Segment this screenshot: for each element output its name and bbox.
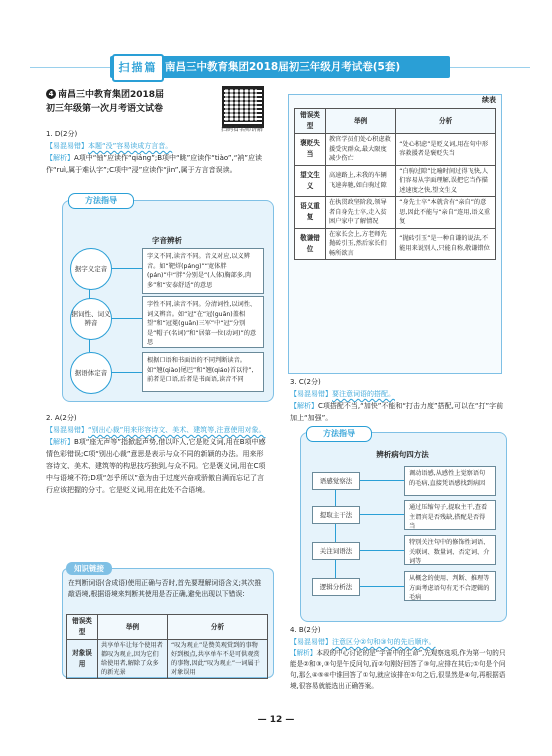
table-row (295, 134, 496, 166)
method1-circle-3: 据语体定音 (70, 352, 112, 394)
exam-title-line1: 南昌三中教育集团2018届 (58, 90, 165, 100)
q2-trap-label: 【易混易错】 (46, 426, 88, 434)
header-rule-right (450, 67, 530, 68)
rtab-header-analysis: 分析 (396, 109, 496, 134)
table-row (295, 228, 496, 260)
method1-heading: 字音辨析 (152, 236, 182, 245)
q2-answer: 2. A(2分) (46, 414, 77, 422)
rtab-example: 在家长会上,方老师先抛砖引玉,然后家长们畅所欲言 (326, 228, 396, 260)
q3-trap-label: 【易混易错】 (290, 390, 332, 398)
rtab-type: 敬谦错位 (295, 228, 326, 260)
q3-analysis-text: C项搭配不当,“加快”不能和“打击力度”搭配,可以在“打”字前加上“加强”。 (290, 402, 504, 422)
ktab-analysis: “叹为观止”是赞美观赏到的事物好到极点,共享单车不是可供观赏的事物,因此“叹为观止”一词属于对象误用 (168, 640, 268, 679)
q2-analysis-label: 【解析】 (46, 438, 74, 446)
ktab-header-type: 错误类型 (67, 615, 98, 640)
method2-desc-3: 特别关注句中的修饰性词语、关联词、数量词、否定词、介词等 (404, 535, 496, 565)
q3-trap-text: 要注意词语的搭配。 (332, 390, 395, 398)
table-row (295, 165, 496, 197)
method2-desc-2: 通过压缩句子,提取主干,查看主谓宾是否残缺,搭配是否得当 (404, 500, 496, 530)
q3-analysis-label: 【解析】 (290, 402, 318, 410)
method2-heading: 辨析病句四方法 (376, 450, 429, 459)
method2-desc-1: 调动语感,从感性上觉察语句的毛病,直接凭语感找到病因 (404, 466, 496, 496)
method2-link-2 (358, 514, 404, 515)
q3-answer: 3. C(2分) (290, 378, 321, 386)
q4-trap-label: 【易混易错】 (290, 638, 332, 646)
exam-number-badge: 4 (46, 89, 56, 99)
header-rule-left (30, 67, 110, 68)
method-tag-1: 方法指导 (68, 193, 134, 209)
rtab-header-example: 举例 (326, 109, 396, 134)
continued-label: 续表 (482, 96, 496, 104)
q1-trap-label: 【易混易错】 (46, 142, 88, 150)
qr-caption: 扫码看名师讲解 (220, 126, 263, 133)
rtab-type: 语义重复 (295, 197, 326, 229)
q1-answer: 1. D(2分) (46, 130, 78, 138)
q4-answer: 4. B(2分) (290, 626, 321, 634)
table-row (67, 640, 268, 679)
ktab-header-example: 举例 (98, 615, 168, 640)
method2-step-4: 逻辑分析法 (312, 578, 360, 596)
ktab-header-analysis: 分析 (168, 615, 268, 640)
rtab-type: 褒贬失当 (295, 134, 326, 166)
exam-title-line2: 初三年级第一次月考语文试卷 (46, 104, 164, 114)
q2-analysis-text: B项“座无声等”指掀起声势,借以吓人,它是贬义词,用在B项中感情色彩错误;C项“别出心裁”意思是表示与众不同的新颖的办法。用来形容诗文、美术、建筑等的构思技巧独到,与众不同。它是褒义词,用在C项中与语境不符;D项“怎乎所以”意为由于过度兴奋或骄傲自满而忘记了言行应该把握的分寸。它是贬义词,用在此处不合语境。 (46, 438, 266, 494)
method2-link-4 (358, 586, 404, 587)
method1-box-1: 字义不同,读音不同。音义对应,以义辨音。如“靶烊(páng)”“宽体胖(pán)”中“胖”分别是“(人体)胸部多,肉多”和“安泰舒适”的意思 (142, 248, 264, 294)
method2-link-1 (358, 480, 404, 481)
method2-link-3 (358, 550, 404, 551)
q1-analysis-text: A项中“铀”应读作“qiáng”;B项中“眺”应读作“tiào”,“衲”应读作“ruì,属于难认字”;C项中“浸”应读作“jìn”,属于方言音误读。 (46, 154, 263, 174)
method1-link-1 (110, 268, 142, 269)
knowledge-table (66, 614, 268, 679)
rtab-analysis: “处心积虑”是贬义词,用在句中形容救援者是褒贬失当 (396, 134, 496, 166)
rtab-example: 高速路上,未我的车辆飞速奔驰,如白驹过隙 (326, 165, 396, 197)
rtab-example: 在执贯政坚阶段,领导者自身先士卒,走入贫困户家中了解情况 (326, 197, 396, 229)
method1-circle-2: 据词性、词义辨音 (70, 298, 112, 340)
q4-analysis-label: 【解析】 (290, 649, 317, 657)
method1-box-2: 字性不同,读音不同。分清词性,以词性、词义辨音。如“冠”在“冠(guān)盖相望”和“冠冕(guān)三军”中“冠”分别是“帽子(名词)”和“居第一位(动词)”的意思 (142, 296, 264, 348)
ktab-type: 对象误用 (67, 640, 98, 679)
rtab-header-type: 错误类型 (295, 109, 326, 134)
method2-step-3: 关注词语法 (312, 542, 360, 560)
q1-block (46, 128, 268, 176)
rtab-analysis: “抛砖引玉”是一种自谦的说法,不能用来说别人,只能自称,敬谦错位 (396, 228, 496, 260)
rtab-analysis: “身先士卒”本就含有“亲自”的意思,因此不能与“亲自”连用,语义重复 (396, 197, 496, 229)
page-number: — 12 — (257, 715, 295, 725)
method2-desc-4: 从概念的使用、判断、推理等方面考虑语句有无不合逻辑的毛病 (404, 571, 496, 601)
q4-trap-text: 注意区分②句和③句的先后顺序。 (332, 638, 436, 646)
q2-trap-text: “别出心裁”用来形容诗文、美术、建筑等,注意使用对象。 (88, 426, 266, 434)
method2-step-2: 提取主干法 (312, 506, 360, 524)
q1-analysis-label: 【解析】 (46, 154, 74, 162)
ktab-example: 共享单车让每个使用者都叹为观止,因为它们给使用者,解除了众多的新光景 (98, 640, 168, 679)
method1-link-2 (110, 318, 142, 319)
method1-box-3: 根据口语和书面语的不同判断读音。如“翘(qiào)尾巴”和“翘(qiáo)首以待”,前者是口语,后者是书面语,读音不同 (142, 352, 264, 392)
rtab-example: 教官学员们处心积虑救援受灾群众,最大限度减少伤亡 (326, 134, 396, 166)
q1-trap-text: 本题“没”容易读成方言音。 (88, 142, 173, 150)
method2-step-1: 语感觉察法 (312, 472, 360, 490)
method-tag-2: 方法指导 (306, 426, 372, 442)
q2-block (46, 412, 268, 496)
table-row (295, 197, 496, 229)
method2-connector (335, 478, 336, 588)
q4-analysis-text: 本段的中心讨论的是“宇宙中的生命”,先观察选项,作为第一句的只能是②和③,③句是午反问句,而②句刚好回答了③句,应排在其后;①句是个问句,那么④⑤⑥中谁回答了①句,就应该排在①句之后,很显然是④句,再根据语境,很容易就能选出正确答案。 (290, 649, 506, 690)
method1-circle-1: 据字义定音 (70, 248, 112, 290)
q4-block (290, 624, 506, 692)
rtab-type: 望文生义 (295, 165, 326, 197)
knowledge-tag: 知识链接 (66, 562, 112, 575)
header-title: 南昌三中教育集团2018届初三年级月考试卷(5套) (165, 61, 401, 73)
exam-title (46, 88, 216, 116)
method1-link-3 (110, 372, 142, 373)
rtab-analysis: “白驹过隙”比喻时间过得飞快,人们容易从字面理解,误把它当作描述速度之快,望文生义 (396, 165, 496, 197)
header-badge: 扫描篇 (112, 54, 164, 82)
q3-block (290, 376, 506, 424)
qr-code-pattern (225, 89, 257, 121)
knowledge-intro: 在判断词语(含成语)使用正确与否时,首先要理解词语含义;其次推敲语境,根据语境来判断其使用是否正确,避免出现以下错误: (68, 579, 262, 598)
right-table (294, 108, 496, 260)
